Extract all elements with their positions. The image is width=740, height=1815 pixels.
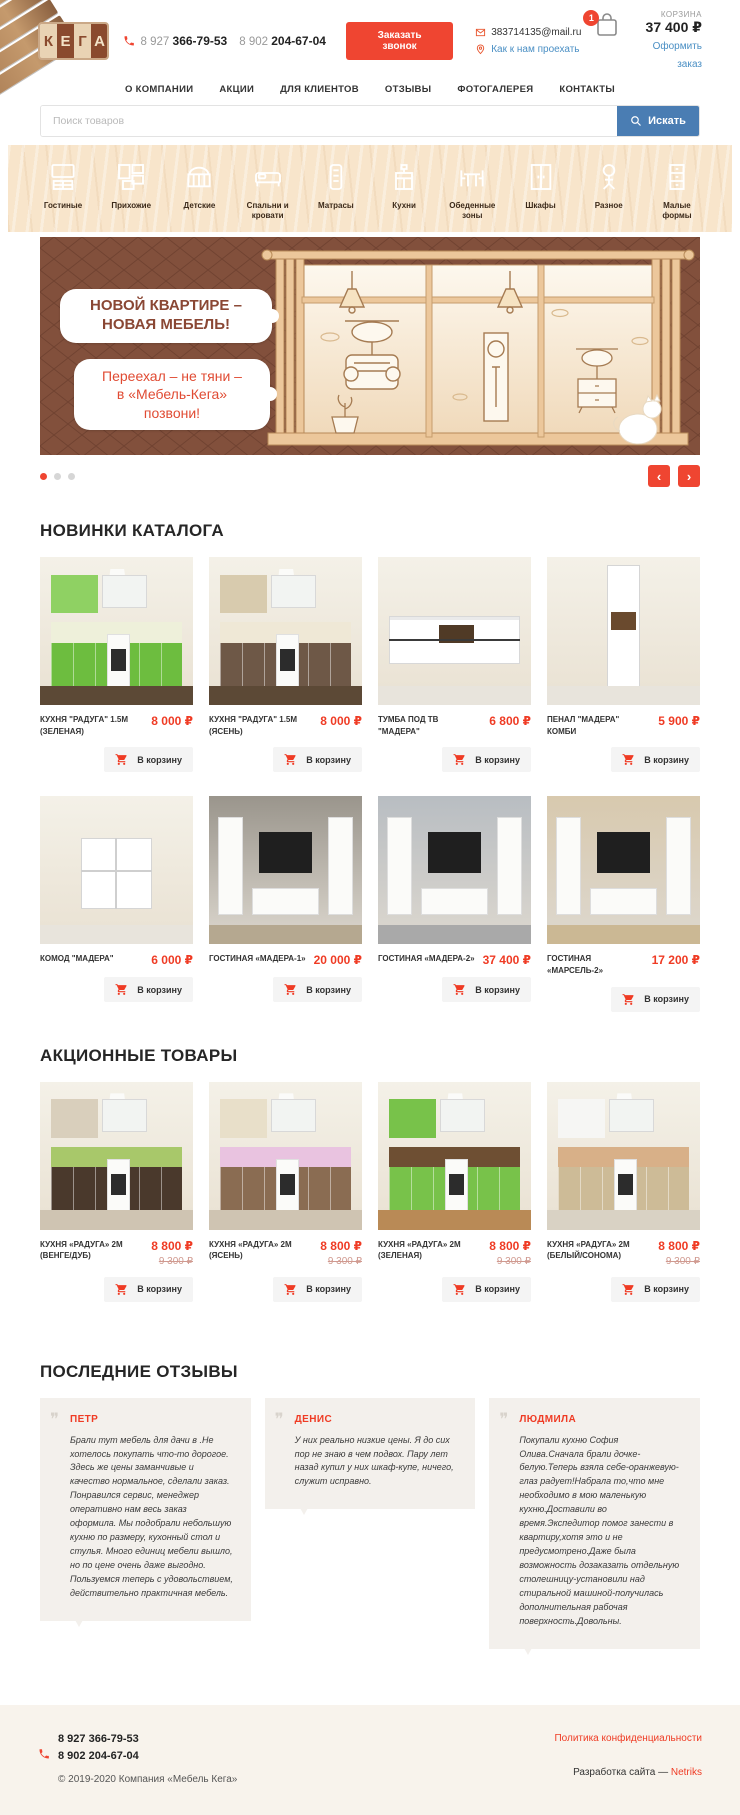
phone-icon: [123, 35, 135, 47]
nav-item-promos[interactable]: АКЦИИ: [219, 84, 255, 95]
search-button-label: Искать: [648, 115, 686, 127]
product-price: 6 000 ₽: [151, 953, 193, 968]
product-card: [378, 796, 531, 1011]
phone-2: 8 902 204-67-04: [239, 34, 326, 48]
add-to-cart-button[interactable]: В корзину: [611, 747, 700, 772]
product-old-price: 9 300 ₽: [496, 1255, 531, 1267]
bag-icon: [595, 12, 619, 38]
product-title[interactable]: КУХНЯ «РАДУГА» 2М (БЕЛЫЙ/СОНОМА): [547, 1239, 630, 1261]
section-title: НОВИНКИ КАТАЛОГА: [40, 521, 224, 541]
product-image[interactable]: [40, 1082, 193, 1230]
category-strip: [8, 145, 732, 232]
nav-item-clients[interactable]: ДЛЯ КЛИЕНТОВ: [280, 84, 359, 95]
product-image[interactable]: [40, 796, 193, 944]
product-title[interactable]: КУХНЯ "РАДУГА" 1.5М (ЗЕЛЕНАЯ): [40, 715, 129, 736]
section-title: АКЦИОННЫЕ ТОВАРЫ: [40, 1045, 238, 1065]
add-to-cart-button[interactable]: В корзину: [273, 747, 362, 772]
product-price: 8 800 ₽: [320, 1238, 362, 1253]
quote-icon: ❞: [274, 1409, 284, 1429]
review-author: ЛЮДМИЛА: [519, 1413, 577, 1425]
kitchen-icon: [388, 161, 420, 193]
cart-icon: [453, 1283, 466, 1296]
cart-icon: [453, 753, 466, 766]
footer-phone-2: 8 902 204-67-04: [58, 1750, 139, 1763]
add-to-cart-button[interactable]: В корзину: [611, 987, 700, 1012]
category-bedrooms[interactable]: Спальни и кровати: [239, 161, 297, 220]
add-to-cart-button[interactable]: В корзину: [442, 747, 531, 772]
product-old-price: 9 300 ₽: [327, 1255, 362, 1267]
drawer-unit-icon: [661, 161, 693, 193]
cart-icon: [115, 753, 128, 766]
product-title[interactable]: КУХНЯ «РАДУГА» 2М (ВЕНГЕ/ДУБ): [40, 1239, 123, 1261]
cart-icon: [284, 1283, 297, 1296]
add-to-cart-button[interactable]: В корзину: [104, 977, 193, 1002]
search-button[interactable]: [617, 106, 699, 136]
add-to-cart-button[interactable]: В корзину: [273, 1277, 362, 1302]
search-bar: [40, 105, 700, 137]
carousel-dots: [40, 473, 75, 480]
directions-row[interactable]: [475, 41, 581, 58]
logo-letter: К: [40, 24, 57, 58]
product-card: [547, 796, 700, 1011]
product-card: [209, 557, 362, 772]
logo-letter: А: [91, 24, 108, 58]
category-living-rooms[interactable]: Гостиные: [34, 161, 92, 220]
review-text: Покупали кухню София Олива.Сначала брали дочке-белую.Теперь взяла себе-оранжевую-глаз радует!Набрала то,что мне необходимо в мою маленькую кухню.Доставили во время.Экспедитор помог занести в квартиру,хотя это и не предусмотрено.Даже была возможность дозаказать отдельную столешницу-установили над стиральной машиной-получилась дополнительная рабочая поверхность.Довольны.: [519, 1434, 680, 1626]
wardrobe-icon: [525, 161, 557, 193]
carousel-prev-button[interactable]: ‹: [648, 465, 670, 487]
category-wardrobes[interactable]: Шкафы: [512, 161, 570, 220]
quote-icon: ❞: [499, 1409, 509, 1429]
cart-info: [627, 10, 702, 72]
carousel-dot-1[interactable]: [40, 473, 47, 480]
chair-icon: [593, 161, 625, 193]
product-image[interactable]: [547, 557, 700, 705]
product-card: [209, 1082, 362, 1302]
footer: [0, 1705, 740, 1815]
nav-item-about[interactable]: О КОМПАНИИ: [124, 84, 194, 95]
cart-label: КОРЗИНА: [660, 10, 702, 19]
category-kids[interactable]: Детские: [170, 161, 228, 220]
category-kitchens[interactable]: Кухни: [375, 161, 433, 220]
carousel-dot-3[interactable]: [68, 473, 75, 480]
cart[interactable]: [588, 10, 702, 72]
product-price: 8 800 ₽: [489, 1238, 531, 1253]
add-to-cart-button[interactable]: В корзину: [442, 977, 531, 1002]
product-image[interactable]: [378, 1082, 531, 1230]
product-price: 8 800 ₽: [151, 1238, 193, 1253]
mail-icon: [475, 27, 486, 38]
carousel-controls: [40, 465, 700, 487]
category-small-forms[interactable]: Малые формы: [648, 161, 706, 220]
add-to-cart-button[interactable]: В корзину: [442, 1277, 531, 1302]
nav-item-reviews[interactable]: ОТЗЫВЫ: [384, 84, 432, 95]
product-title[interactable]: ГОСТИНАЯ «МАРСЕЛЬ-2»: [547, 954, 604, 975]
product-old-price: 9 300 ₽: [158, 1255, 193, 1267]
review-card: [40, 1398, 251, 1621]
product-card: [40, 557, 193, 772]
cart-icon: [453, 983, 466, 996]
tv-cabinet-icon: [47, 161, 79, 193]
hero-banner[interactable]: [40, 237, 700, 455]
category-mattresses[interactable]: Матрасы: [307, 161, 365, 220]
product-card: [209, 796, 362, 1011]
developer-link[interactable]: Netriks: [670, 1766, 702, 1778]
product-title[interactable]: ГОСТИНАЯ «МАДЕРА-1»: [209, 954, 306, 964]
product-price: 8 800 ₽: [658, 1238, 700, 1253]
quote-icon: ❞: [50, 1409, 60, 1429]
search-input[interactable]: [41, 106, 617, 136]
cart-icon: [622, 1283, 635, 1296]
review-text: У них реально низкие цены. Я до сих пор не знаю в чем подвох. Пару лет назад купил у них шкаф-купе, ничего, служит исправно.: [294, 1434, 454, 1487]
cart-icon: [622, 753, 635, 766]
carousel-next-button[interactable]: ›: [678, 465, 700, 487]
add-to-cart-button[interactable]: В корзину: [104, 747, 193, 772]
hallway-icon: [115, 161, 147, 193]
banner-bubble-1: НОВОЙ КВАРТИРЕ – НОВАЯ МЕБЕЛЬ!: [60, 289, 272, 343]
product-image[interactable]: [40, 557, 193, 705]
cart-icon: [115, 983, 128, 996]
search-icon: [630, 115, 642, 127]
footer-phone-1: 8 927 366-79-53: [58, 1732, 139, 1745]
product-title[interactable]: КУХНЯ "РАДУГА" 1.5М (ЯСЕНЬ): [209, 715, 298, 736]
product-image[interactable]: [547, 1082, 700, 1230]
logo-letter: Е: [57, 24, 74, 58]
directions-link[interactable]: Как к нам проехать: [491, 44, 580, 55]
review-author: ДЕНИС: [294, 1413, 333, 1425]
product-title[interactable]: ПЕНАЛ "МАДЕРА" КОМБИ: [547, 715, 620, 736]
cart-total: 37 400 ₽: [645, 19, 702, 35]
add-to-cart-button[interactable]: В корзину: [273, 977, 362, 1002]
cart-icon: [622, 993, 635, 1006]
header: [0, 0, 740, 78]
review-text: Брали тут мебель для дачи в .Не хотелось покупать что-то дорогое. Здесь же цены заманчивые и качество нормальное, сделали заказ. Понравился сервис, менеджер оперативно нам весь заказ оформила. Мы подобрали небольшую кухню по размеру, кухонный стол и стулья. Много единиц мебели вышло, но по цене очень даже выгодно. Пользуемся теперь с удовольствием, действительно практичная мебель.: [70, 1434, 233, 1598]
product-image[interactable]: [547, 796, 700, 944]
product-price: 8 000 ₽: [151, 714, 193, 729]
cart-icon: [284, 753, 297, 766]
main-nav: [0, 78, 740, 103]
checkout-link[interactable]: Оформить заказ: [652, 41, 702, 70]
product-image[interactable]: [209, 557, 362, 705]
developer-credit: Разработка сайта — Netriks: [573, 1766, 702, 1778]
header-contact-links: [475, 24, 581, 58]
product-card: [547, 1082, 700, 1302]
section-sale-products: [40, 1046, 700, 1302]
cart-icon: [115, 1283, 128, 1296]
product-title[interactable]: КУХНЯ «РАДУГА» 2М (ЗЕЛЕНАЯ): [378, 1239, 461, 1261]
product-image[interactable]: [378, 796, 531, 944]
product-card: [40, 796, 193, 1011]
nav-item-contacts[interactable]: КОНТАКТЫ: [559, 84, 615, 95]
section-title: ПОСЛЕДНИЕ ОТЗЫВЫ: [40, 1361, 238, 1381]
mattress-icon: [320, 161, 352, 193]
product-price: 37 400 ₽: [482, 953, 531, 968]
dining-set-icon: [456, 161, 488, 193]
product-card: [378, 557, 531, 772]
logo-letter: Г: [74, 24, 91, 58]
phone-icon: [38, 1748, 50, 1760]
review-card: [265, 1398, 476, 1510]
category-dining[interactable]: Обеденные зоны: [443, 161, 501, 220]
location-pin-icon: [475, 44, 486, 55]
product-title[interactable]: КОМОД "МАДЕРА": [40, 954, 114, 964]
email-text[interactable]: 383714135@mail.ru: [491, 27, 582, 38]
product-card: [378, 1082, 531, 1302]
product-card: [547, 557, 700, 772]
footer-copyright: © 2019-2020 Компания «Мебель Кега»: [58, 1773, 238, 1785]
nav-item-gallery[interactable]: ФОТОГАЛЕРЕЯ: [457, 84, 534, 95]
banner-bubble-2: Переехал – не тяни – в «Мебель-Кега» позвони!: [74, 359, 270, 430]
product-image[interactable]: [209, 796, 362, 944]
review-card: [489, 1398, 700, 1649]
bed-icon: [252, 161, 284, 193]
add-to-cart-button[interactable]: В корзину: [104, 1277, 193, 1302]
category-hallways[interactable]: Прихожие: [102, 161, 160, 220]
cart-bag: [588, 10, 619, 43]
product-price: 5 900 ₽: [658, 714, 700, 729]
product-title[interactable]: ГОСТИНАЯ «МАДЕРА-2»: [378, 954, 475, 964]
footer-contacts: [38, 1731, 237, 1785]
product-old-price: 9 300 ₽: [665, 1255, 700, 1267]
product-price: 17 200 ₽: [651, 953, 700, 968]
privacy-policy-link[interactable]: Политика конфиденциальности: [554, 1732, 702, 1744]
product-title[interactable]: ТУМБА ПОД ТВ "МАДЕРА": [378, 715, 439, 736]
add-to-cart-button[interactable]: В корзину: [611, 1277, 700, 1302]
callback-button[interactable]: Заказать звонок: [346, 22, 453, 60]
product-price: 8 000 ₽: [320, 714, 362, 729]
product-image[interactable]: [378, 557, 531, 705]
cart-icon: [284, 983, 297, 996]
cart-count-badge: 1: [583, 10, 599, 26]
crib-icon: [183, 161, 215, 193]
logo[interactable]: [38, 22, 109, 60]
phone-1: 8 927 366-79-53: [140, 34, 228, 48]
email-row[interactable]: [475, 24, 581, 41]
product-image[interactable]: [209, 1082, 362, 1230]
category-misc[interactable]: Разное: [580, 161, 638, 220]
product-card: [40, 1082, 193, 1302]
product-price: 6 800 ₽: [489, 714, 531, 729]
review-author: ПЕТР: [70, 1413, 99, 1425]
carousel-dot-2[interactable]: [54, 473, 61, 480]
product-price: 20 000 ₽: [313, 953, 362, 968]
product-title[interactable]: КУХНЯ «РАДУГА» 2М (ЯСЕНЬ): [209, 1239, 292, 1261]
section-reviews: [40, 1362, 700, 1649]
header-phones: [123, 34, 332, 48]
section-new-products: [40, 521, 700, 1011]
